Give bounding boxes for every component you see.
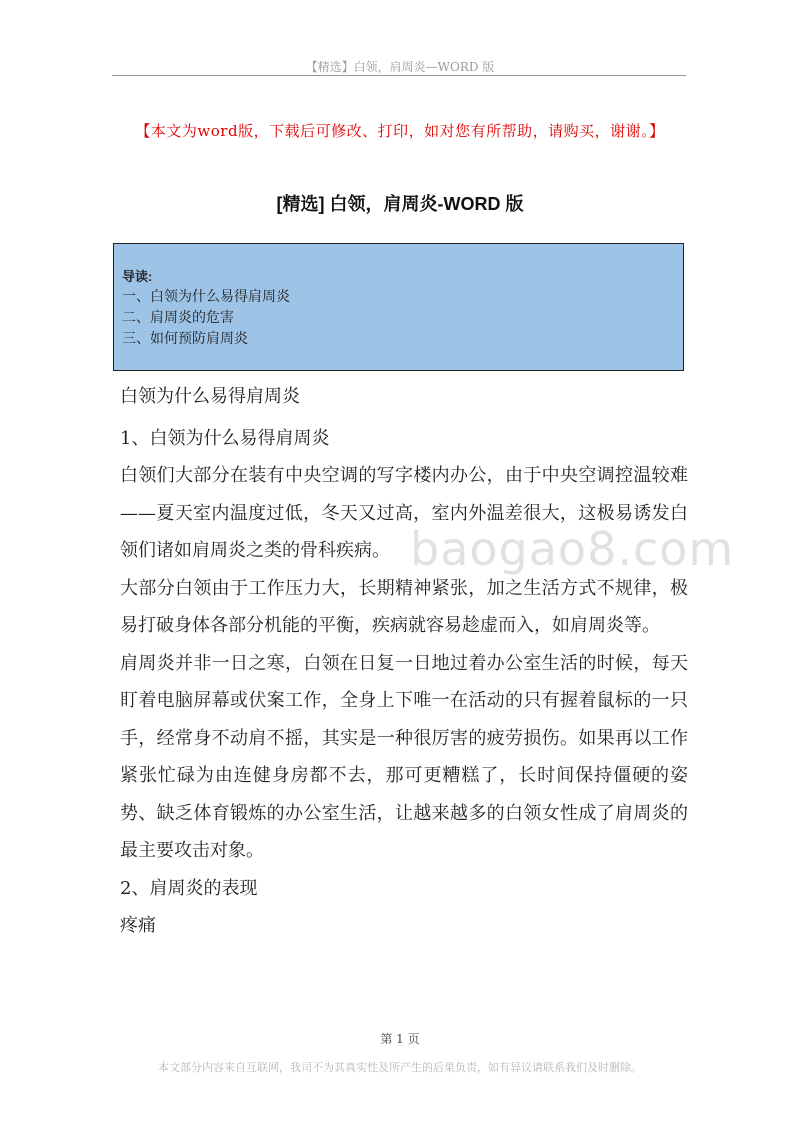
subsection-heading-2: 2、肩周炎的表现 [120, 877, 258, 899]
body-paragraph-2: 大部分白领由于工作压力大，长期精神紧张，加之生活方式不规律，极易打破身体各部分机能的平衡，疾病就容易趁虚而入，如肩周炎等。 [120, 577, 688, 636]
body-paragraph-3: 肩周炎并非一日之寒，白领在日复一日地过着办公室生活的时候，每天盯着电脑屏幕或伏案工作，全身上下唯一在活动的只有握着鼠标的一只手，经常身不动肩不摇，其实是一种很厉害的疲劳损伤。如果再以工作紧张忙碌为由连健身房都不去，那可更糟糕了，长时间保持僵硬的姿势、缺乏体育锻炼的办公室生活，让越来越多的白领女性成了肩周炎的最主要攻击对象。 [120, 652, 688, 861]
guide-item-3: 三、如何预防肩周炎 [122, 331, 248, 347]
document-title: [精选] 白领，肩周炎-WORD 版 [276, 194, 524, 214]
header-divider [112, 75, 686, 76]
watermark: baogao8.com [410, 522, 735, 576]
guide-box [113, 243, 684, 371]
body-paragraph-1: 白领们大部分在装有中央空调的写字楼内办公，由于中央空调控温较难——夏天室内温度过低，冬天又过高，室内外温差很大，这极易诱发白领们诸如肩周炎之类的骨科疾病。 [120, 465, 688, 561]
subsection-heading-3: 疼痛 [120, 915, 156, 936]
guide-item-2: 二、肩周炎的危害 [122, 310, 234, 326]
section-heading: 白领为什么易得肩周炎 [120, 386, 300, 407]
page-header: 【精选】白领，肩周炎—WORD 版 [305, 60, 495, 74]
subsection-heading-1: 1、白领为什么易得肩周炎 [120, 427, 330, 449]
article-body [120, 378, 688, 945]
download-notice: 【本文为word版，下载后可修改、打印，如对您有所帮助，请购买，谢谢。】 [135, 122, 665, 140]
page-number: 第 1 页 [380, 1032, 420, 1046]
page-footer-disclaimer: 本文部分内容来自互联网，我司不为其真实性及所产生的后果负责，如有异议请联系我们及时删除。 [158, 1061, 642, 1074]
guide-label: 导读: [122, 269, 153, 284]
guide-item-1: 一、白领为什么易得肩周炎 [122, 289, 290, 305]
